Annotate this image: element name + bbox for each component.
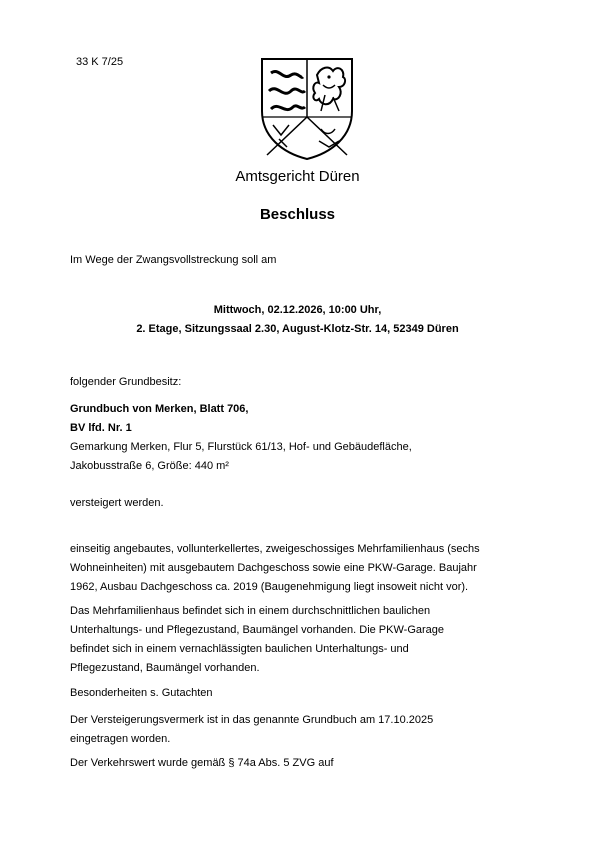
land-registry: Grundbuch von Merken, Blatt 706, [70,403,249,415]
registration-line: eingetragen worden. [70,733,171,745]
condition-text [70,602,530,678]
market-value-text: Der Verkehrswert wurde gemäß § 74a Abs. 5 ZVG auf [70,757,334,769]
registration-line: Der Versteigerungsvermerk ist in das genannte Grundbuch am 17.10.2025 [70,714,434,726]
condition-line: Das Mehrfamilienhaus befindet sich in einem durchschnittlichen baulichen [70,605,431,617]
property-label: folgender Grundbesitz: [70,376,182,388]
registration-note [70,711,530,749]
auction-location: 2. Etage, Sitzungssaal 2.30, August-Klotz-Str. 14, 52349 Düren [136,323,459,335]
auction-statement: versteigert werden. [70,497,164,509]
special-notes: Besonderheiten s. Gutachten [70,687,213,699]
property-address: Jakobusstraße 6, Größe: 440 m² [70,460,229,472]
description-line: einseitig angebautes, vollunterkellertes, zweigeschossiges Mehrfamilienhaus (sechs [70,543,480,555]
condition-line: Unterhaltungs- und Pflegezustand, Baumängel vorhanden. Die PKW-Garage [70,624,445,636]
court-name: Amtsgericht Düren [235,168,360,185]
description-line: Wohneinheiten) mit ausgebautem Dachgeschoss sowie eine PKW-Garage. Baujahr [70,562,477,574]
condition-line: Pflegezustand, Baumängel vorhanden. [70,662,260,674]
case-number: 33 K 7/25 [76,56,124,68]
bv-number: BV lfd. Nr. 1 [70,422,132,434]
parcel-info: Gemarkung Merken, Flur 5, Flurstück 61/13, Hof- und Gebäudefläche, [70,441,412,453]
property-description [70,540,530,597]
intro-text: Im Wege der Zwangsvollstreckung soll am [70,254,277,266]
condition-line: befindet sich in einem vernachlässigten baulichen Unterhaltungs- und [70,643,409,655]
document-title: Beschluss [259,206,336,223]
description-line: 1962, Ausbau Dachgeschoss ca. 2019 (Baugenehmigung liegt insoweit nicht vor). [70,581,469,593]
coat-of-arms-icon [259,55,355,161]
auction-date: Mittwoch, 02.12.2026, 10:00 Uhr, [213,304,382,316]
